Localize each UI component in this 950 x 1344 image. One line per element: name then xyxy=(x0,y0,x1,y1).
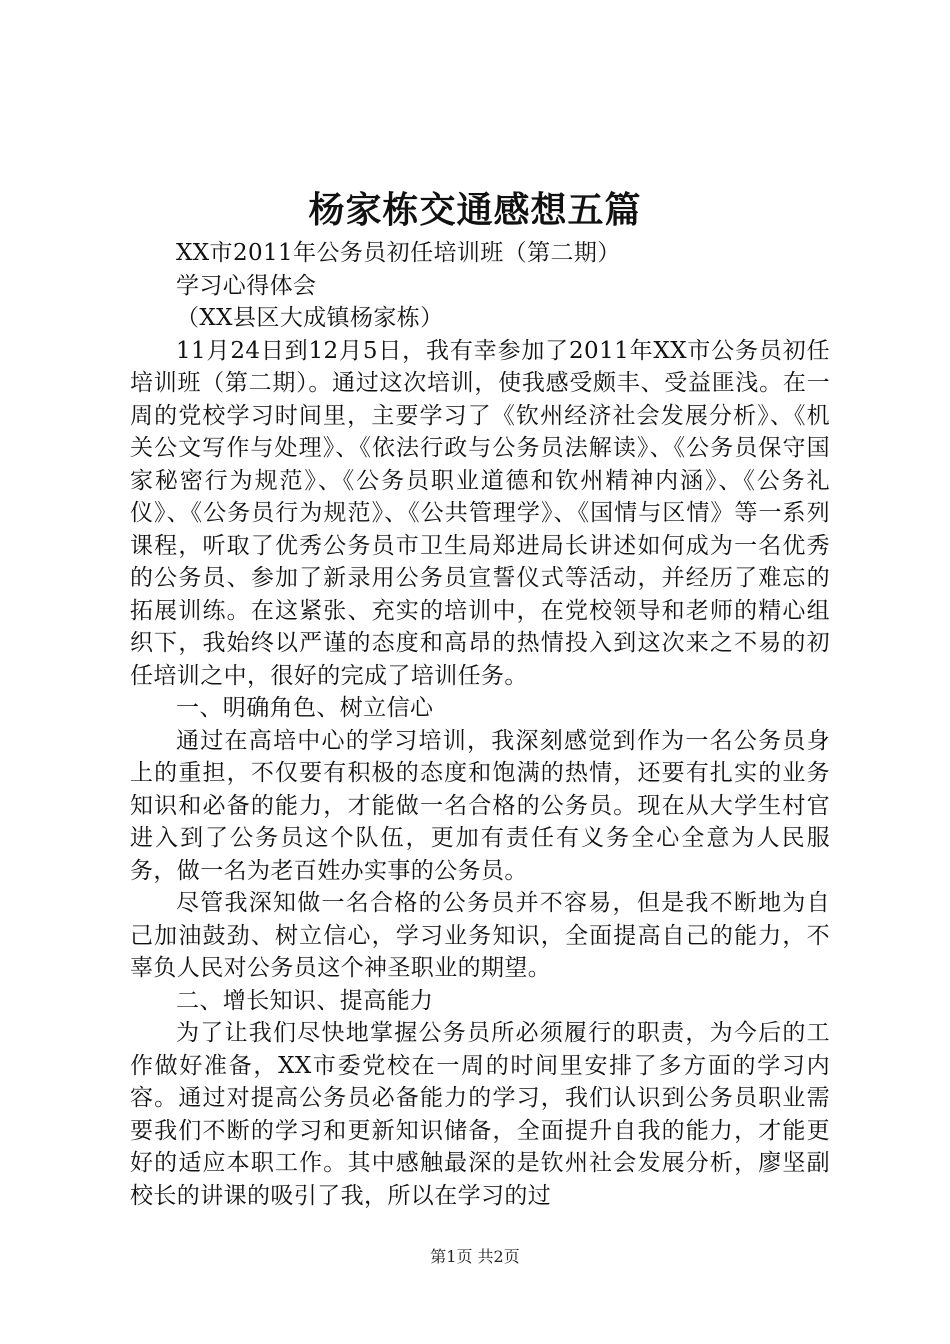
document-body xyxy=(130,237,830,1212)
paragraph-author-line: （XX县区大成镇杨家栋） xyxy=(176,305,444,331)
paragraph-section-2a: 为了让我们尽快地掌握公务员所必须履行的职责，为今后的工作做好准备，XX市委党校在一周的时间里安排了多方面的学习内容。通过对提高公务员必备能力的学习，我们认识到公务员职业需要我们不断的学习和更新知识储备，全面提升自我的能力，才能更好的适应本职工作。其中感触最深的是钦州社会发展分析，廖坚副校长的讲课的吸引了我，所以在学习的过 xyxy=(130,1020,830,1209)
paragraph-heading-line-2: 学习心得体会 xyxy=(176,272,317,299)
section-heading-2: 二、增长知识、提高能力 xyxy=(176,987,434,1014)
paragraph-section-1b: 尽管我深知做一名合格的公务员并不容易，但是我不断地为自己加油鼓劲、树立信心，学习业务知识，全面提高自己的能力，不辜负人民对公务员这个神圣职业的期望。 xyxy=(130,890,830,981)
document-title: 杨家栋交通感想五篇 xyxy=(308,189,642,231)
page-number-footer: 第1页 共2页 xyxy=(430,1247,520,1266)
paragraph-intro: 11月24日到12月5日，我有幸参加了2011年XX市公务员初任培训班（第二期）。通过这次培训，使我感受颇丰、受益匪浅。在一周的党校学习时间里，主要学习了《钦州经济社会发展分析》、《机关公文写作与处理》、《依法行政与公务员法解读》、《公务员保守国家秘密行为规范》、《公务员职业道德和钦州精神内涵》、《公务礼仪》、《公务员行为规范》、《公共管理学》、《国情与区情》等一系列课程，听取了优秀公务员市卫生局郑进局长讲述如何成为一名优秀的公务员、参加了新录用公务员宣誓仪式等活动，并经历了难忘的拓展训练。在这紧张、充实的培训中，在党校领导和老师的精心组织下，我始终以严谨的态度和高昂的热情投入到这次来之不易的初任培训之中，很好的完成了培训任务。 xyxy=(130,337,830,689)
paragraph-heading-line-1: XX市2011年公务员初任培训班（第二期） xyxy=(176,240,621,266)
paragraph-section-1a: 通过在高培中心的学习培训，我深刻感觉到作为一名公务员身上的重担，不仅要有积极的态度和饱满的热情，还要有扎实的业务知识和必备的能力，才能做一名合格的公务员。现在从大学生村官进入到了公务员这个队伍，更加有责任有义务全心全意为人民服务，做一名为老百姓办实事的公务员。 xyxy=(130,727,830,884)
section-heading-1: 一、明确角色、树立信心 xyxy=(176,695,434,721)
